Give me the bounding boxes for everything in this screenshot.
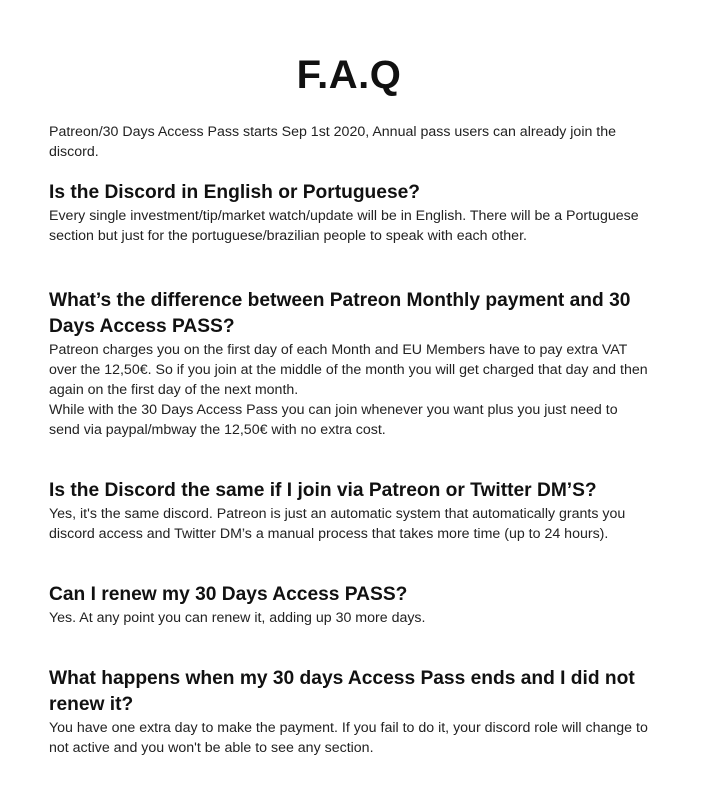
faq-answer-line: Yes, it's the same discord. Patreon is just an automatic system that automatically grants you discord access and Twitter DM’s a manual process that takes more time (up to 24 hours). <box>49 506 626 542</box>
faq-item-same-discord <box>49 478 649 544</box>
faq-page <box>49 0 649 758</box>
faq-answer-line: Yes. At any point you can renew it, adding up 30 more days. <box>49 610 426 626</box>
page-title: F.A.Q <box>296 53 402 97</box>
faq-question: Is the Discord the same if I join via Patreon or Twitter DM’S? <box>49 480 597 501</box>
faq-answer <box>49 206 649 246</box>
faq-question: Can I renew my 30 Days Access PASS? <box>49 584 408 605</box>
faq-answer <box>49 718 649 758</box>
faq-item-renew-pass <box>49 582 649 628</box>
faq-answer <box>49 608 649 628</box>
faq-question: Is the Discord in English or Portuguese? <box>49 182 421 203</box>
faq-item-discord-language <box>49 180 649 246</box>
faq-answer <box>49 504 649 544</box>
faq-answer-line: Every single investment/tip/market watch/update will be in English. There will be a Portuguese section but just for the portuguese/brazilian people to speak with each other. <box>49 208 639 244</box>
faq-answer-line: You have one extra day to make the payment. If you fail to do it, your discord role will change to not active and you won't be able to see any section. <box>49 720 648 756</box>
faq-question: What’s the difference between Patreon Monthly payment and 30 Days Access PASS? <box>49 290 631 337</box>
faq-item-pass-ends <box>49 666 649 758</box>
faq-item-patreon-vs-pass <box>49 288 649 440</box>
faq-answer <box>49 340 649 440</box>
intro-text: Patreon/30 Days Access Pass starts Sep 1st 2020, Annual pass users can already join the discord. <box>49 124 617 160</box>
faq-answer-line: While with the 30 Days Access Pass you can join whenever you want plus you just need to send via paypal/mbway the 12,50€ with no extra cost. <box>49 402 618 438</box>
faq-question: What happens when my 30 days Access Pass ends and I did not renew it? <box>49 668 635 715</box>
faq-answer-line: Patreon charges you on the first day of each Month and EU Members have to pay extra VAT over the 12,50€. So if you join at the middle of the month you will get charged that day and then again on the first day of the next month. <box>49 342 648 398</box>
